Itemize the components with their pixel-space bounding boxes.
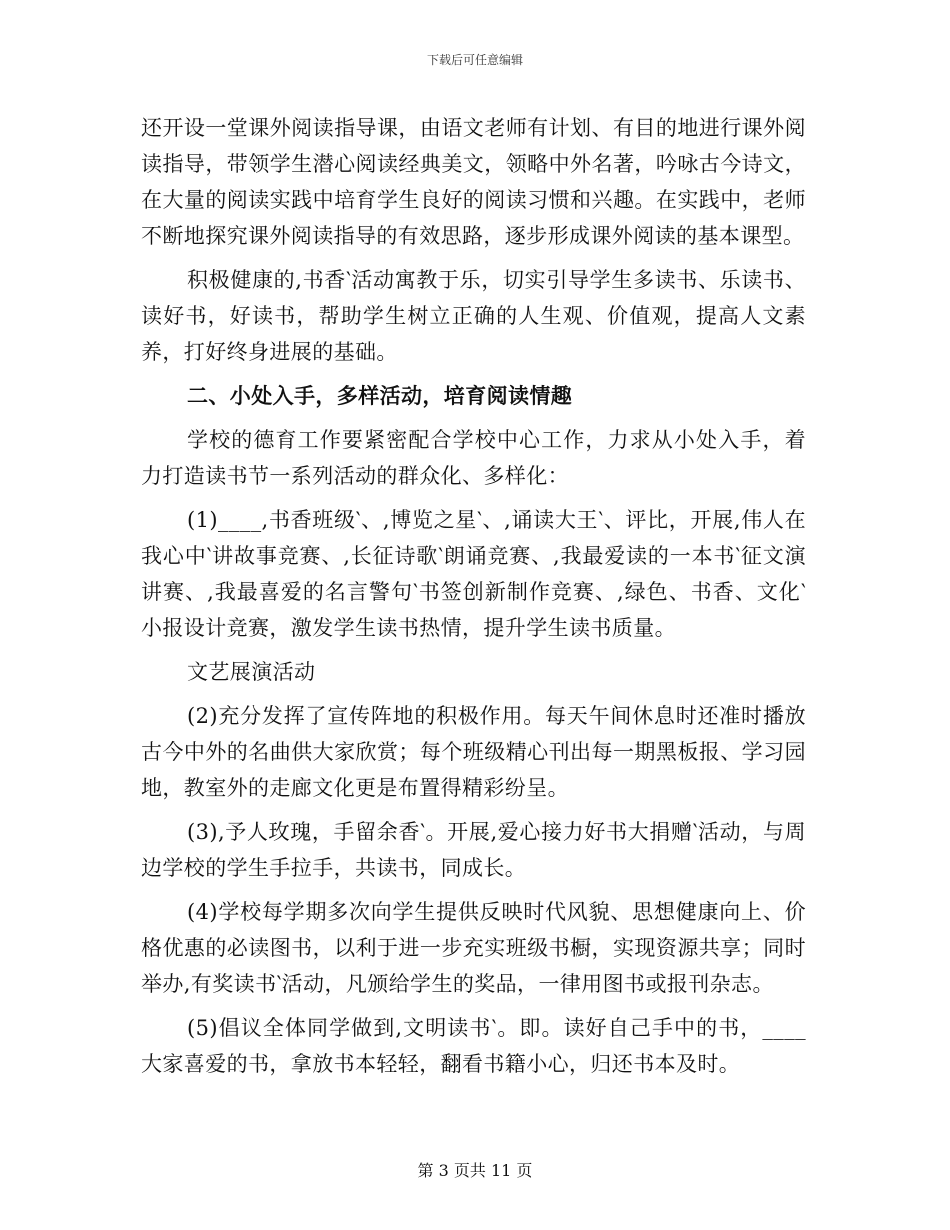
document-body — [141, 110, 806, 1082]
list-item-1: (1)____,书香班级‵、,博览之星‵、,诵读大王‵、评比，开展,伟人在我心中‵讲故事竞赛、,长征诗歌‵朗诵竞赛、,我最爱读的一本书‵征文演讲赛、,我最喜爱的名言警句‵书签创新制作竞赛、,绿色、书香、文化‵小报设计竞赛，激发学生读书热情，提升学生读书质量。 — [141, 508, 806, 640]
list-item-3: (3),予人玫瑰，手留余香‵。开展,爱心接力好书大捐赠‵活动，与周边学校的学生手拉手，共读书，同成长。 — [141, 820, 806, 880]
paragraph-1: 还开设一堂课外阅读指导课，由语文老师有计划、有目的地进行课外阅读指导，带领学生潜心阅读经典美文，领略中外名著，吟咏古今诗文，在大量的阅读实践中培育学生良好的阅读习惯和兴趣。在实践中，老师不断地探究课外阅读指导的有效思路，逐步形成课外阅读的基本课型。 — [141, 116, 806, 248]
subheading-arts: 文艺展演活动 — [187, 660, 316, 684]
list-item-5: (5)倡议全体同学做到,文明读书‵。即。读好自己手中的书，____大家喜爱的书，拿放书本轻轻，翻看书籍小心，归还书本及时。 — [141, 1016, 806, 1076]
page-footer: 第 3 页共 11 页 — [417, 1161, 533, 1180]
section-heading: 二、小处入手，多样活动，培育阅读情趣 — [187, 383, 573, 408]
page-header: 下载后可任意编辑 — [426, 53, 523, 67]
list-item-2: (2)充分发挥了宣传阵地的积极作用。每天午间休息时还准时播放古今中外的名曲供大家欣赏；每个班级精心刊出每一期黑板报、学习园地，教室外的走廊文化更是布置得精彩纷呈。 — [141, 704, 806, 800]
paragraph-3: 学校的德育工作要紧密配合学校中心工作，力求从小处入手，着力打造读书节一系列活动的群众化、多样化： — [141, 428, 806, 488]
list-item-4: (4)学校每学期多次向学生提供反映时代风貌、思想健康向上、价格优惠的必读图书，以利于进一步充实班级书橱，实现资源共享；同时举办,有奖读书‵活动，凡颁给学生的奖品，一律用图书或报刊杂志。 — [141, 900, 806, 996]
paragraph-2: 积极健康的,书香‵活动寓教于乐，切实引导学生多读书、乐读书、读好书，好读书，帮助学生树立正确的人生观、价值观，提高人文素养，打好终身进展的基础。 — [141, 268, 806, 364]
